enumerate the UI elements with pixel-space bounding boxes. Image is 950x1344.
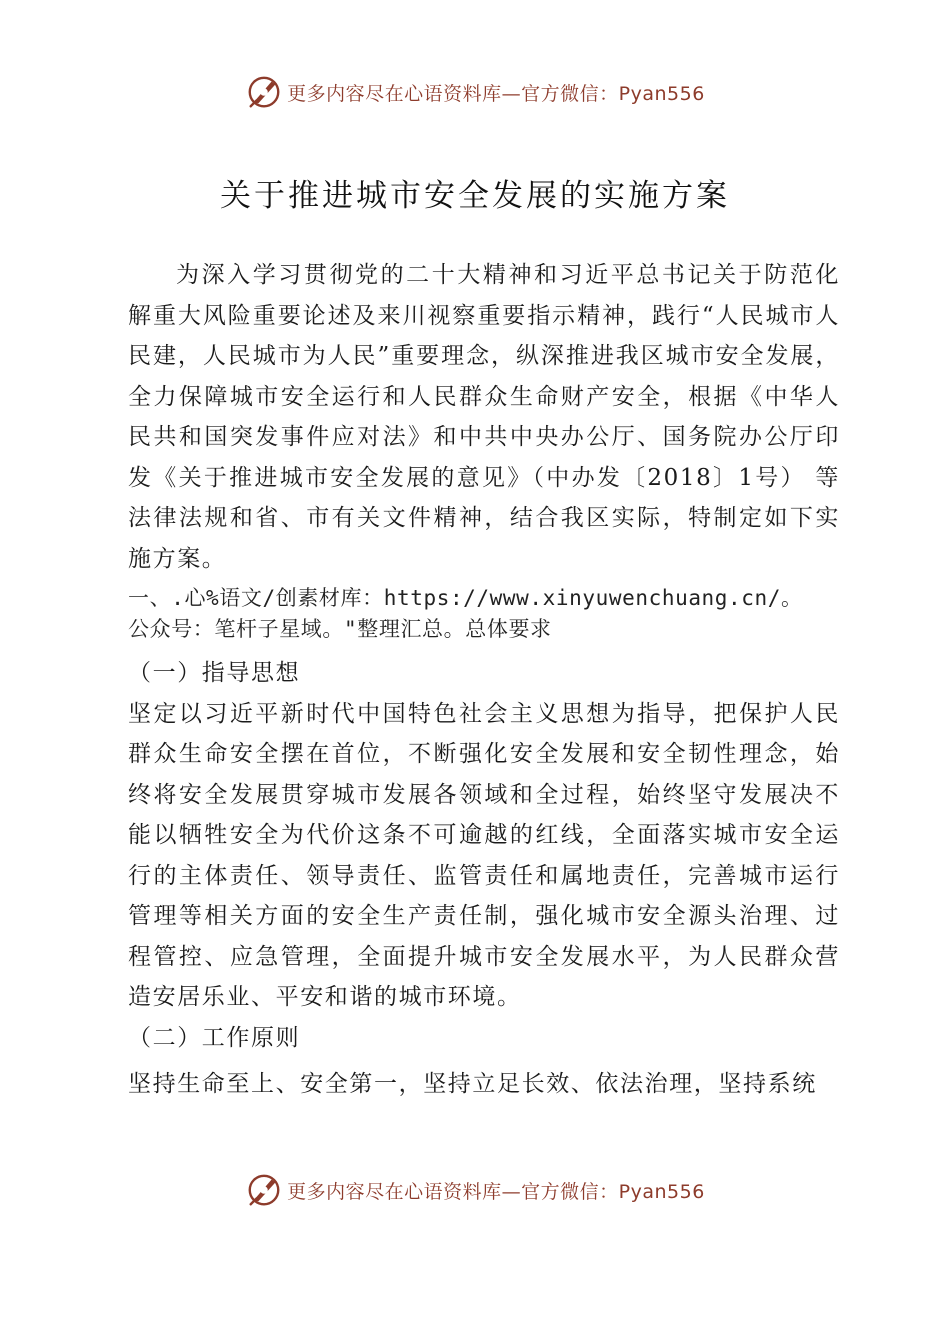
document-body (128, 255, 840, 1105)
document-title: 关于推进城市安全发展的实施方案 (220, 178, 730, 214)
quill-circle-logo-icon (245, 1171, 283, 1209)
section-one-line-2: 公众号：笔杆子星域。"整理汇总。总体要求 (128, 617, 552, 641)
watermark-text (287, 1177, 705, 1204)
quill-circle-logo-icon (245, 73, 283, 111)
watermark-banner-top (0, 70, 950, 114)
watermark-banner-bottom (0, 1168, 950, 1212)
watermark-label: 更多内容尽在心语资料库—官方微信： (287, 82, 619, 105)
subsection-1-heading: （一）指导思想 (128, 660, 301, 686)
subsection-2-heading: （二）工作原则 (128, 1024, 301, 1051)
subsection-2-body: 坚持生命至上、安全第一，坚持立足长效、依法治理，坚持系统 (128, 1071, 817, 1097)
section-one-line-1: 一、.心%语文/创素材库：https://www.xinyuwenchuang.cn/。 (128, 586, 803, 610)
watermark-wechat-id: Pyan556 (618, 1180, 705, 1203)
watermark-label: 更多内容尽在心语资料库—官方微信： (287, 1180, 619, 1203)
subsection-1-body: 坚定以习近平新时代中国特色社会主义思想为指导，把保护人民群众生命安全摆在首位，不断强化安全发展和安全韧性理念，始终将安全发展贯穿城市发展各领域和全过程，始终坚守发展决不能以牺牲安全为代价这条不可逾越的红线，全面落实城市安全运行的主体责任、领导责任、监管责任和属地责任，完善城市运行 管理等相关方面的安全生产责任制，强化城市安全源头治理、过程管控、应急管理，全面提升城市安全发展水平，为人民群众营造安居乐业、平安和谐的城市环境。 (128, 700, 840, 1010)
intro-paragraph: 为深入学习贯彻党的二十大精神和习近平总书记关于防范化解重大风险重要论述及来川视察重要指示精神，践行“人民城市人民建，人民城市为人民”重要理念，纵深推进我区城市安全发展，全力保障城市安全运行和人民群众生命财产安全，根据《中华人民共和国突发事件应对法》和中共中央办公厅、国务院办公厅印发《关于推进城市安全发展的意见》（中办发〔2018〕1号） 等法律法规和省、市有关文件精神，结合我区实际，特制定如下实施方案。 (128, 262, 840, 572)
watermark-text (287, 79, 705, 106)
watermark-wechat-id: Pyan556 (618, 82, 705, 105)
